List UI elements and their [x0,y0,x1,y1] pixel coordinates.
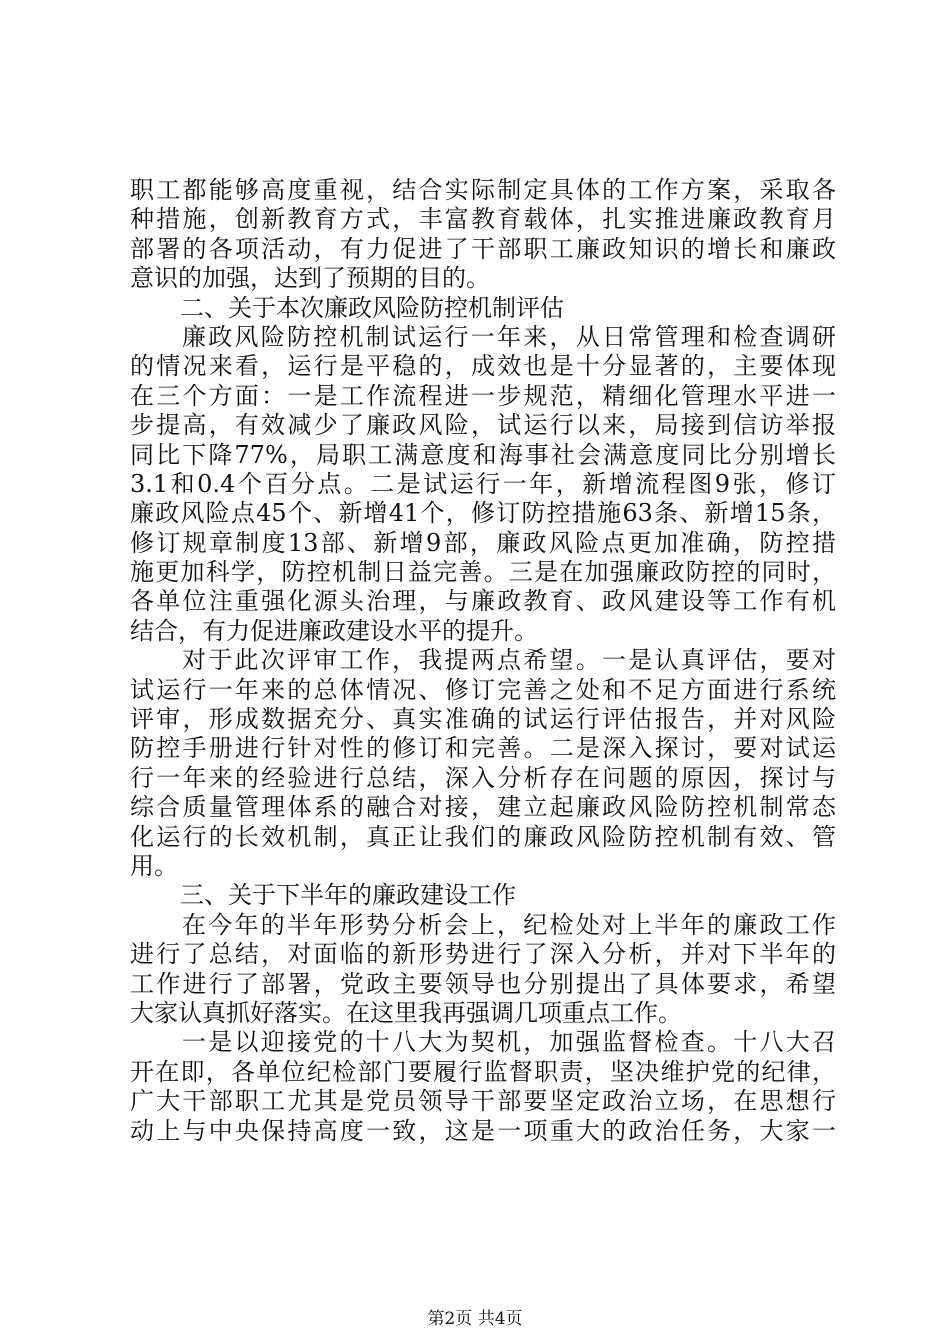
paragraph-line: 开在即，各单位纪检部门要履行监督职责，坚决维护党的纪律， [130,1057,836,1086]
paragraph-line: 意识的加强，达到了预期的目的。 [130,264,490,293]
paragraph-line: 行一年来的经验进行总结，深入分析存在问题的原因，探讨与 [130,763,836,792]
paragraph-line: 3.1和0.4个百分点。二是试运行一年，新增流程图9张，修订 [130,469,836,498]
paragraph-line: 廉政风险点45个、新增41个，修订防控措施63条、新增15条， [130,499,836,528]
paragraph-line: 廉政风险防控机制试运行一年来，从日常管理和检查调研 [182,322,836,351]
section-heading: 二、关于本次廉政风险防控机制评估 [180,293,564,322]
paragraph-line: 在三个方面：一是工作流程进一步规范，精细化管理水平进一 [130,381,836,410]
paragraph-line: 施更加科学，防控机制日益完善。三是在加强廉政防控的同时， [130,558,836,587]
paragraph-line: 对于此次评审工作，我提两点希望。一是认真评估，要对 [182,646,836,675]
paragraph-line: 防控手册进行针对性的修订和完善。二是深入探讨，要对试运 [130,734,836,763]
paragraph-line: 步提高，有效减少了廉政风险，试运行以来，局接到信访举报 [130,411,836,440]
paragraph-line: 修订规章制度13部、新增9部，廉政风险点更加准确，防控措 [130,528,836,557]
paragraph-line: 进行了总结，对面临的新形势进行了深入分析，并对下半年的 [130,940,836,969]
paragraph-line: 化运行的长效机制，真正让我们的廉政风险防控机制有效、管 [130,822,836,851]
paragraph-line: 用。 [130,851,178,880]
document-body [130,176,836,1146]
paragraph-line: 评审，形成数据充分、真实准确的试运行评估报告，并对风险 [130,705,836,734]
paragraph-line: 动上与中央保持高度一致，这是一项重大的政治任务，大家一 [130,1116,836,1145]
paragraph-line: 种措施，创新教育方式，丰富教育载体，扎实推进廉政教育月 [130,205,836,234]
paragraph-line: 在今年的半年形势分析会上，纪检处对上半年的廉政工作 [182,910,836,939]
paragraph-line: 结合，有力促进廉政建设水平的提升。 [130,616,538,645]
paragraph-line: 职工都能够高度重视，结合实际制定具体的工作方案，采取各 [130,176,836,204]
paragraph-line: 大家认真抓好落实。在这里我再强调几项重点工作。 [130,998,682,1027]
paragraph-line: 广大干部职工尤其是党员领导干部要坚定政治立场，在思想行 [130,1087,836,1116]
paragraph-line: 各单位注重强化源头治理，与廉政教育、政风建设等工作有机 [130,587,836,616]
paragraph-line: 一是以迎接党的十八大为契机，加强监督检查。十八大召 [182,1028,836,1057]
paragraph-line: 试运行一年来的总体情况、修订完善之处和不足方面进行系统 [130,675,836,704]
paragraph-line: 工作进行了部署，党政主要领导也分别提出了具体要求，希望 [130,969,836,998]
paragraph-line: 部署的各项活动，有力促进了干部职工廉政知识的增长和廉政 [130,234,836,263]
paragraph-line: 同比下降77%，局职工满意度和海事社会满意度同比分别增长 [130,440,836,469]
paragraph-line: 的情况来看，运行是平稳的，成效也是十分显著的，主要体现 [130,352,836,381]
section-heading: 三、关于下半年的廉政建设工作 [180,881,516,910]
page-footer: 第2页 共4页 [427,1309,523,1329]
paragraph-line: 综合质量管理体系的融合对接，建立起廉政风险防控机制常态 [130,793,836,822]
